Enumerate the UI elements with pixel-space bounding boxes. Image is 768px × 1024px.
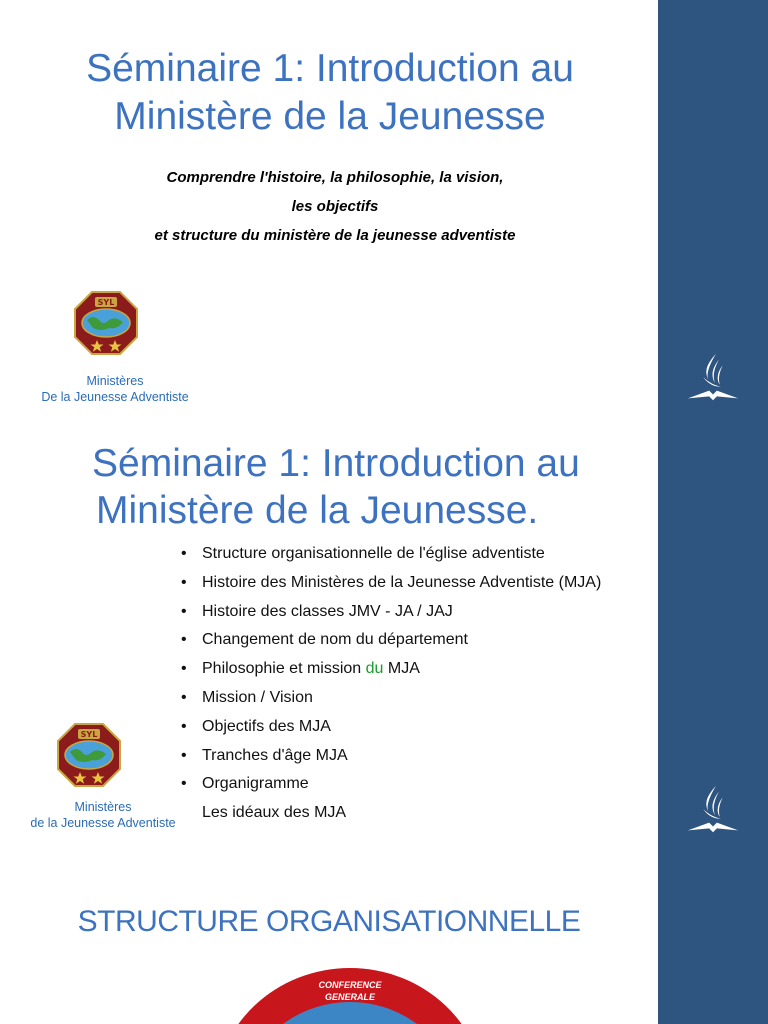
adventist-flame-bible-icon bbox=[684, 350, 742, 408]
syl-logo-text: SYL bbox=[80, 730, 98, 739]
slide-sidebar bbox=[658, 0, 768, 420]
org-chart-diagram bbox=[160, 946, 540, 1024]
slide-sidebar bbox=[658, 860, 768, 1024]
ministry-caption: Ministères De la Jeunesse Adventiste bbox=[41, 374, 189, 404]
syl-globe-emblem-icon bbox=[56, 722, 122, 788]
list-item: Les idéaux des MJA bbox=[202, 804, 347, 822]
slide-1 bbox=[0, 0, 768, 420]
adventist-flame-bible-icon bbox=[684, 782, 742, 840]
slide-2-title: Séminaire 1: Introduction au Ministère de la Jeunesse. bbox=[92, 442, 580, 532]
org-label-line1: CONFERENCE bbox=[318, 980, 382, 990]
list-item: • Changement de nom du département bbox=[181, 631, 468, 649]
list-item: • Philosophie et mission du MJA bbox=[181, 660, 420, 678]
ministry-caption: Ministères de la Jeunesse Adventiste bbox=[30, 800, 176, 830]
slide-3-title: STRUCTURE ORGANISATIONNELLE bbox=[77, 905, 581, 938]
syl-logo-text: SYL bbox=[97, 298, 115, 307]
org-label-line2: GENERALE bbox=[324, 992, 376, 1002]
topics-list bbox=[178, 540, 601, 828]
slide-2 bbox=[0, 420, 768, 860]
list-item: • Tranches d'âge MJA bbox=[181, 746, 348, 764]
list-item: • Histoire des Ministères de la Jeunesse Adventiste (MJA) bbox=[181, 573, 602, 591]
list-item: • Histoire des classes JMV - JA / JAJ bbox=[181, 602, 453, 620]
slide-sidebar bbox=[658, 420, 768, 860]
slide-1-subtitle: Comprendre l'histoire, la philosophie, la vision, les objectifs et structure du ministère de la jeunesse adventiste bbox=[154, 169, 516, 244]
list-item: • Organigramme bbox=[181, 775, 309, 793]
slide-1-title: Séminaire 1: Introduction au Ministère de la Jeunesse bbox=[86, 47, 574, 138]
list-item: • Mission / Vision bbox=[181, 688, 313, 706]
syl-globe-emblem-icon bbox=[73, 290, 139, 356]
list-item: • Objectifs des MJA bbox=[181, 717, 331, 735]
list-item: • Structure organisationnelle de l'église adventiste bbox=[181, 545, 545, 562]
slide-3 bbox=[0, 860, 768, 1024]
highlight-word: du bbox=[365, 660, 384, 678]
